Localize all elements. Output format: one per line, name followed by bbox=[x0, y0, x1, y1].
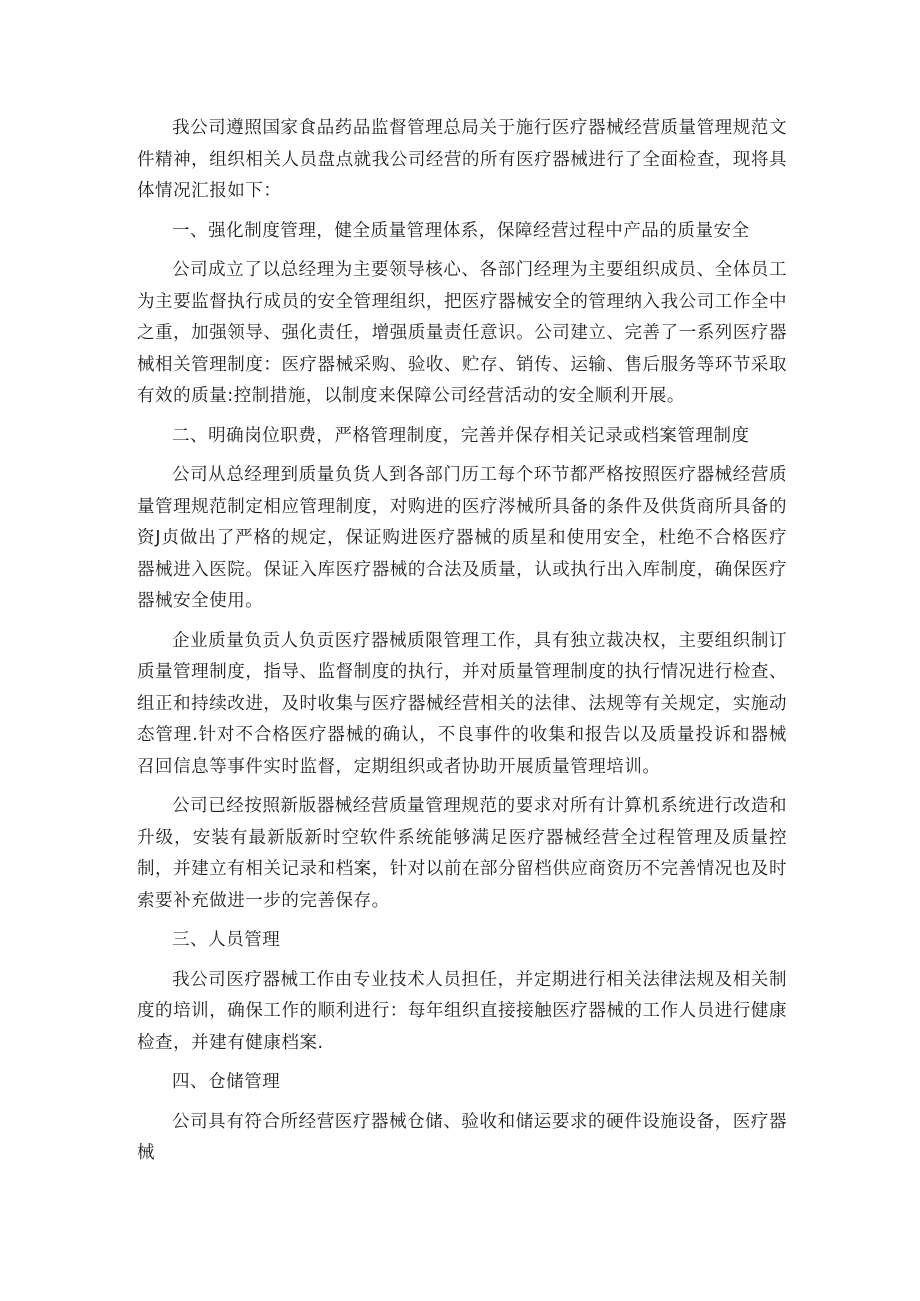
body-paragraph: 公司成立了以总经理为主要领导核心、各部门经理为主要组织成员、全体员工为主要监督执行成员的安全管理组织，把医疗器械安全的管理纳入我公司工作全中之重，加强领导、强化责任，增强质量责任意识。公司建立、完善了一系列医疗器械相关管理制度：医疗器械采购、验收、贮存、销传、运输、售后服务等环节采取有效的质量:控制措施，以制度来保障公司经营活动的安全顺利开展。 bbox=[137, 260, 787, 406]
section-heading-2: 二、明确岗位职费，严格管理制度，完善并保存相关记录或档案管理制度 bbox=[172, 425, 750, 446]
body-paragraph: 公司已经按照新版器械经营质量管理规范的要求对所有计算机系统进行改造和升级，安装有最新版新时空软件系统能够满足医疗器械经营全过程管理及质量控制，并建立有相关记录和档案，针对以前在部分留档供应商资历不完善情况也及时索要补充做进一步的完善保存。 bbox=[137, 796, 787, 911]
body-paragraph: 企业质量负贡人负贡医疗器械质限管理工作，具有独立裁决权，主要组织制订质量管理制度，指导、监督制度的执行，并对质量管理制度的执行情况进行检查、组正和持续改进，及时收集与医疗器械经营相关的法律、法规等有关规定，实施动态管理.针对不合格医疗器械的确认，不良事件的收集和报告以及质量投诉和器械召回信息等事件实时监督，定期组织或者协助开展质量管理培训。 bbox=[137, 630, 787, 777]
body-paragraph: 我公司医疗器械工作由专业技术人员担任，并定期进行相关法律法规及相关制度的培训，确保工作的顺利进行：每年组织直接接触医疗器械的工作人员进行健康检查，并建有健康档案. bbox=[137, 969, 787, 1053]
document-body bbox=[137, 113, 787, 1178]
section-heading-1: 一、强化制度管理，健全质量管理体系，保障经营过程中产品的质量安全 bbox=[172, 220, 750, 241]
body-paragraph: 公司具有符合所经营医疗器械仓储、验收和储运要求的硬件设施设备，医疗器械 bbox=[137, 1111, 787, 1163]
section-heading-3: 三、人员管理 bbox=[172, 930, 281, 950]
section-heading-4: 四、仓储管理 bbox=[172, 1072, 281, 1092]
body-paragraph: 公司从总经理到质量负货人到各部门历工每个环节都严格按照医疗器械经营质量管理规范制定相应管理制度，对购进的医疗涔械所具备的条件及供货商所具备的资J贞做出了严格的规定，保证购进医疗器械的质星和使用安全，杜绝不合格医疗器械进入医院。保证入库医疗器械的合法及质量，认或执行出入库制度，确保医疗器械安全使用。 bbox=[137, 465, 787, 611]
intro-paragraph: 我公司遵照国家食品药品监督管理总局关于施行医疗器械经营质量管理规范文件精神，组织相关人员盘点就我公司经营的所有医疗器械进行了全面检查，现将具体情况汇报如下： bbox=[137, 118, 787, 201]
